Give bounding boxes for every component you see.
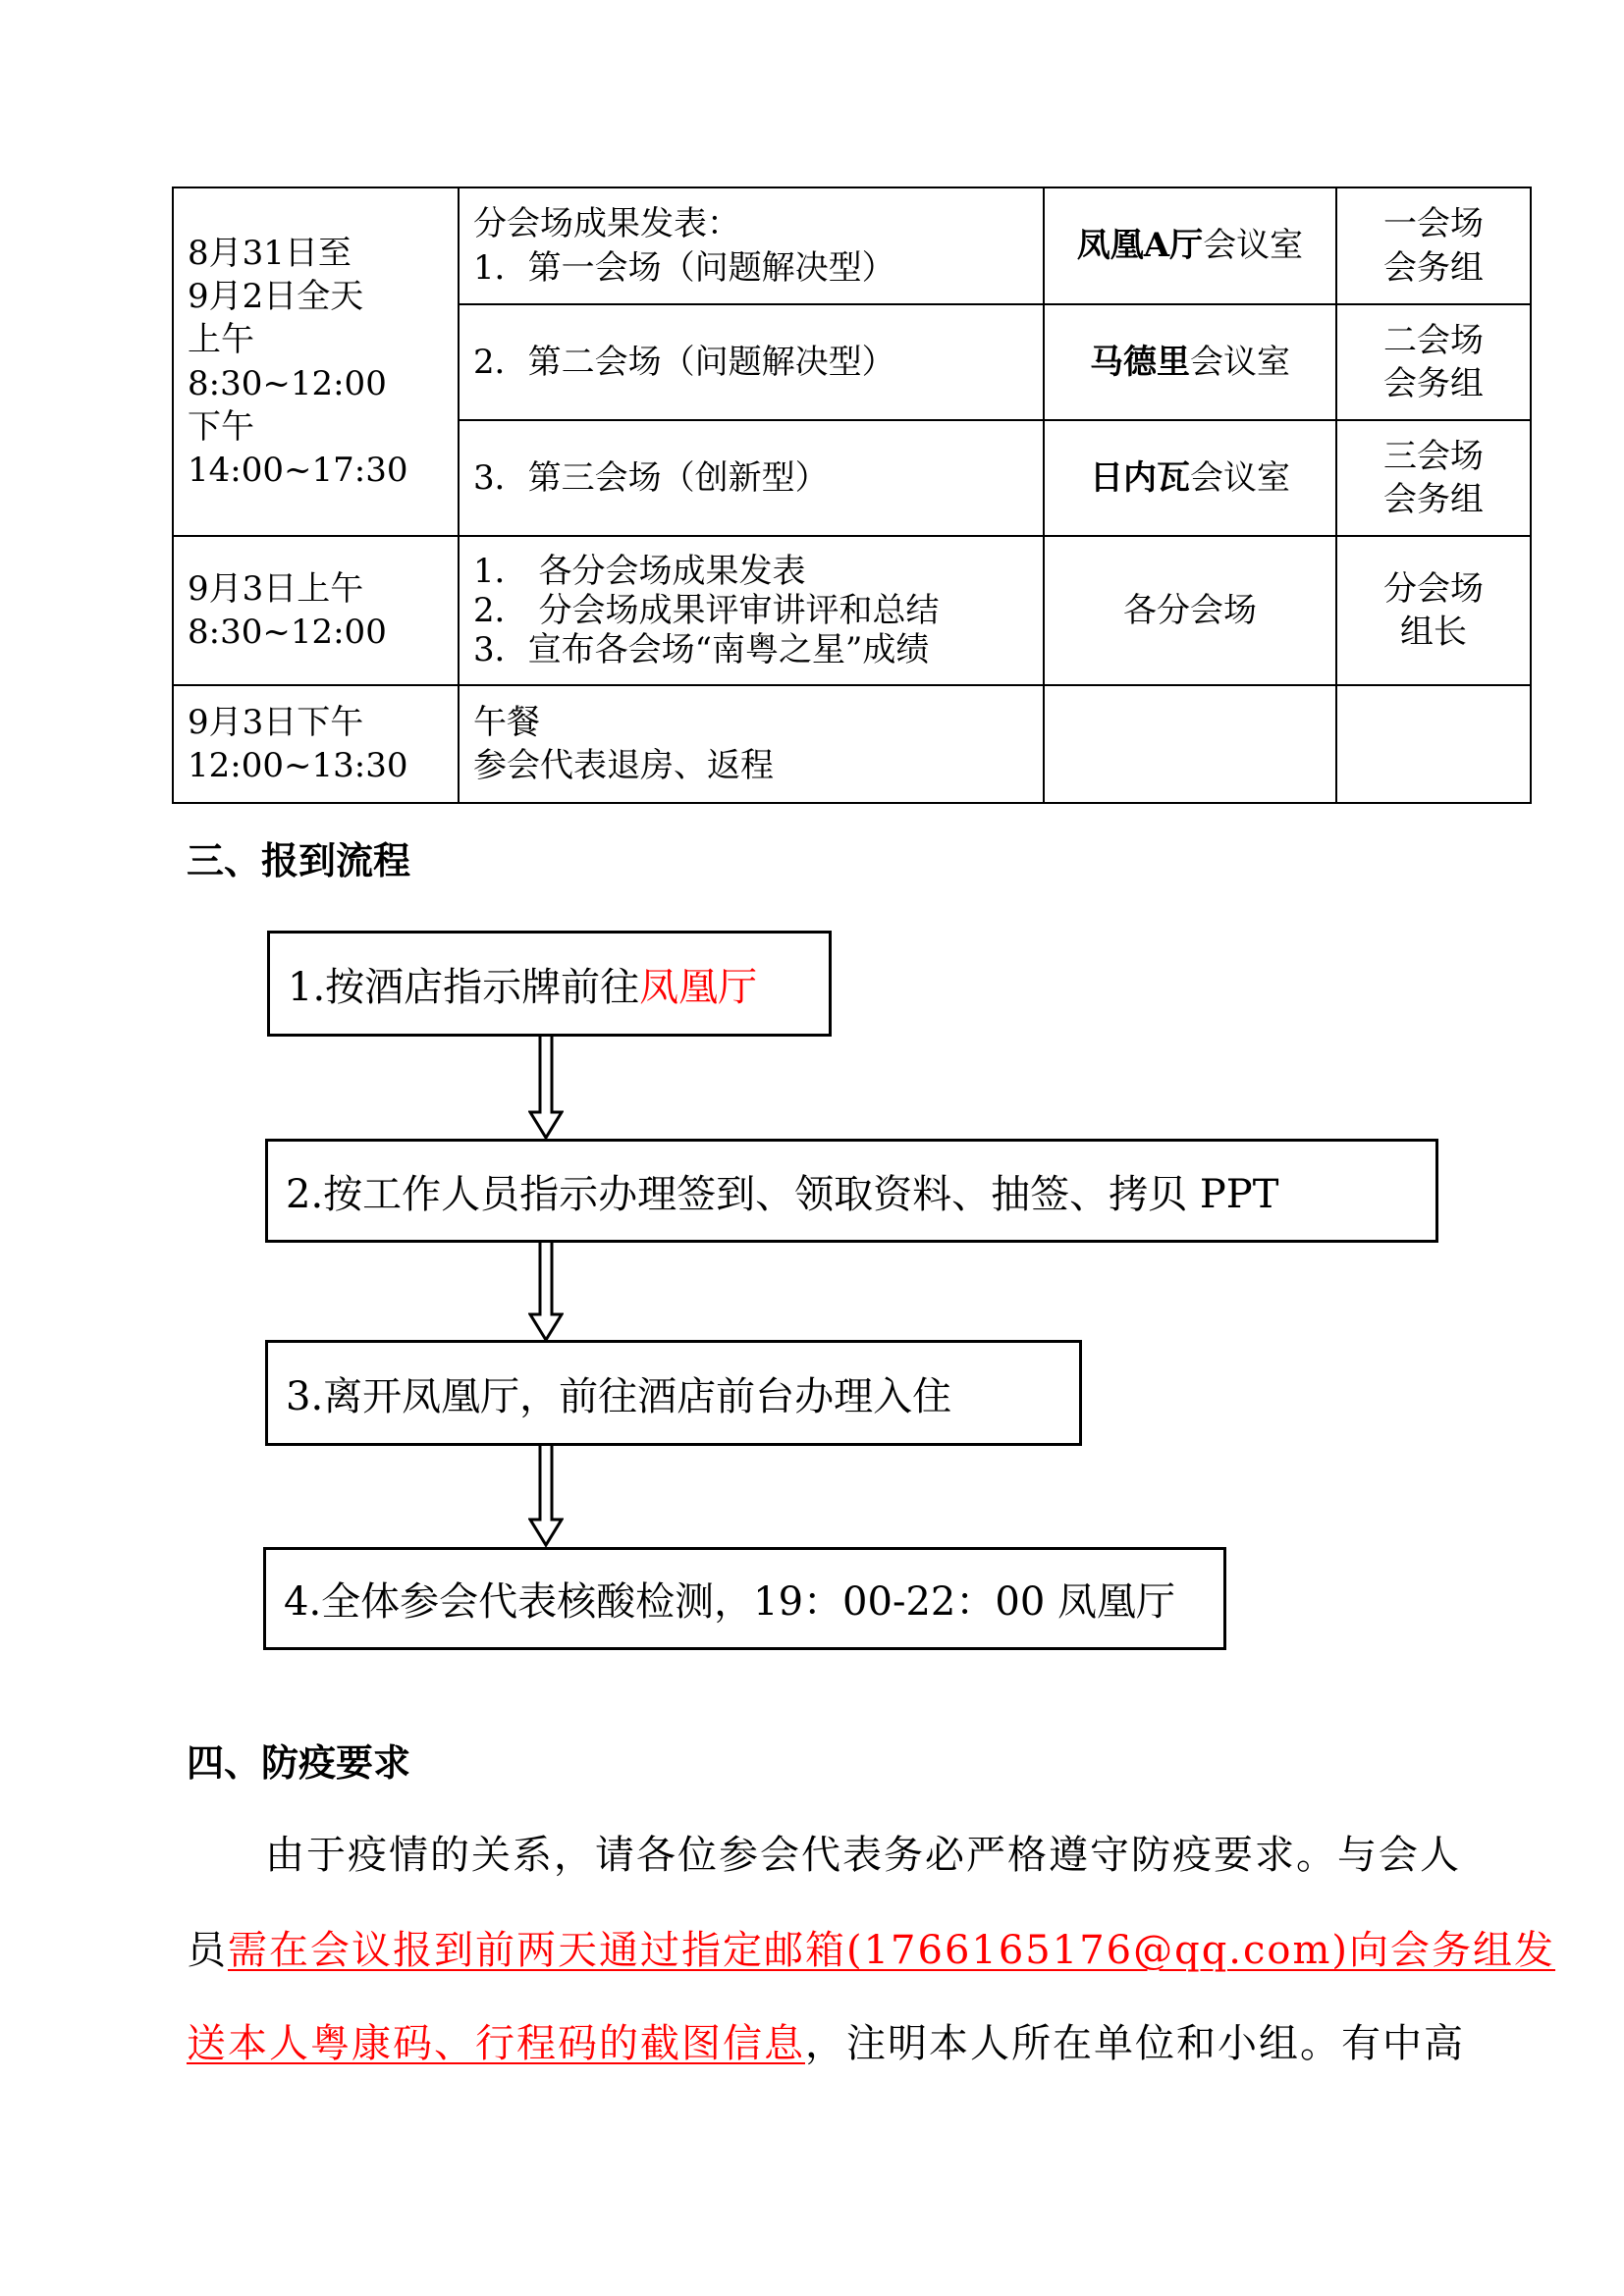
venue-cell: 日内瓦会议室 — [1044, 420, 1336, 536]
time-cell: 9月3日下午 12:00~13:30 — [173, 685, 459, 803]
section3-heading: 三、报到流程 — [187, 839, 411, 882]
down-arrow-icon — [528, 1037, 564, 1140]
content-cell: 1． 各分会场成果发表 2． 分会场成果评审讲评和总结 3．宣布各会场“南粤之星”成绩 — [459, 536, 1044, 685]
group-cell: 二会场 会务组 — [1336, 304, 1531, 420]
group-cell: 三会场 会务组 — [1336, 420, 1531, 536]
content-cell: 午餐 参会代表退房、返程 — [459, 685, 1044, 803]
table-row — [173, 536, 1531, 685]
group-cell: 一会场 会务组 — [1336, 187, 1531, 304]
venue-cell: 马德里会议室 — [1044, 304, 1336, 420]
time-cell: 8月31日至 9月2日全天 上午8:30~12:00 下午14:00~17:30 — [173, 187, 459, 536]
venue-cell: 凤凰A厅会议室 — [1044, 187, 1336, 304]
flow-step-1: 1.按酒店指示牌前往 凤凰厅 — [267, 931, 832, 1037]
flow-step-4: 4.全体参会代表核酸检测，19：00-22：00 凤凰厅 — [263, 1547, 1226, 1650]
flow-step-3: 3.离开凤凰厅，前往酒店前台办理入住 — [265, 1340, 1082, 1446]
content-cell: 2．第二会场（问题解决型） — [459, 304, 1044, 420]
schedule-table — [172, 187, 1532, 804]
section4-heading: 四、防疫要求 — [187, 1741, 411, 1785]
down-arrow-icon — [528, 1243, 564, 1342]
group-cell — [1336, 685, 1531, 803]
down-arrow-icon — [528, 1446, 564, 1547]
content-cell: 3．第三会场（创新型） — [459, 420, 1044, 536]
time-cell: 9月3日上午 8:30~12:00 — [173, 536, 459, 685]
group-cell: 分会场 组长 — [1336, 536, 1531, 685]
table-row — [173, 187, 1531, 304]
venue-cell — [1044, 685, 1336, 803]
paragraph-line: 由于疫情的关系，请各位参会代表务必严格遵守防疫要求。与会人 — [265, 1833, 1461, 1878]
venue-cell: 各分会场 — [1044, 536, 1336, 685]
table-row — [173, 685, 1531, 803]
paragraph-line: 送本人粤康码、行程码的截图信息，注明本人所在单位和小组。有中高 — [187, 2021, 1465, 2066]
flow-step-2: 2.按工作人员指示办理签到、领取资料、抽签、拷贝 PPT — [265, 1139, 1438, 1243]
paragraph-line: 员需在会议报到前两天通过指定邮箱(1766165176@qq.com)向会务组发 — [187, 1928, 1556, 1973]
content-cell: 分会场成果发表： 1．第一会场（问题解决型） — [459, 187, 1044, 304]
